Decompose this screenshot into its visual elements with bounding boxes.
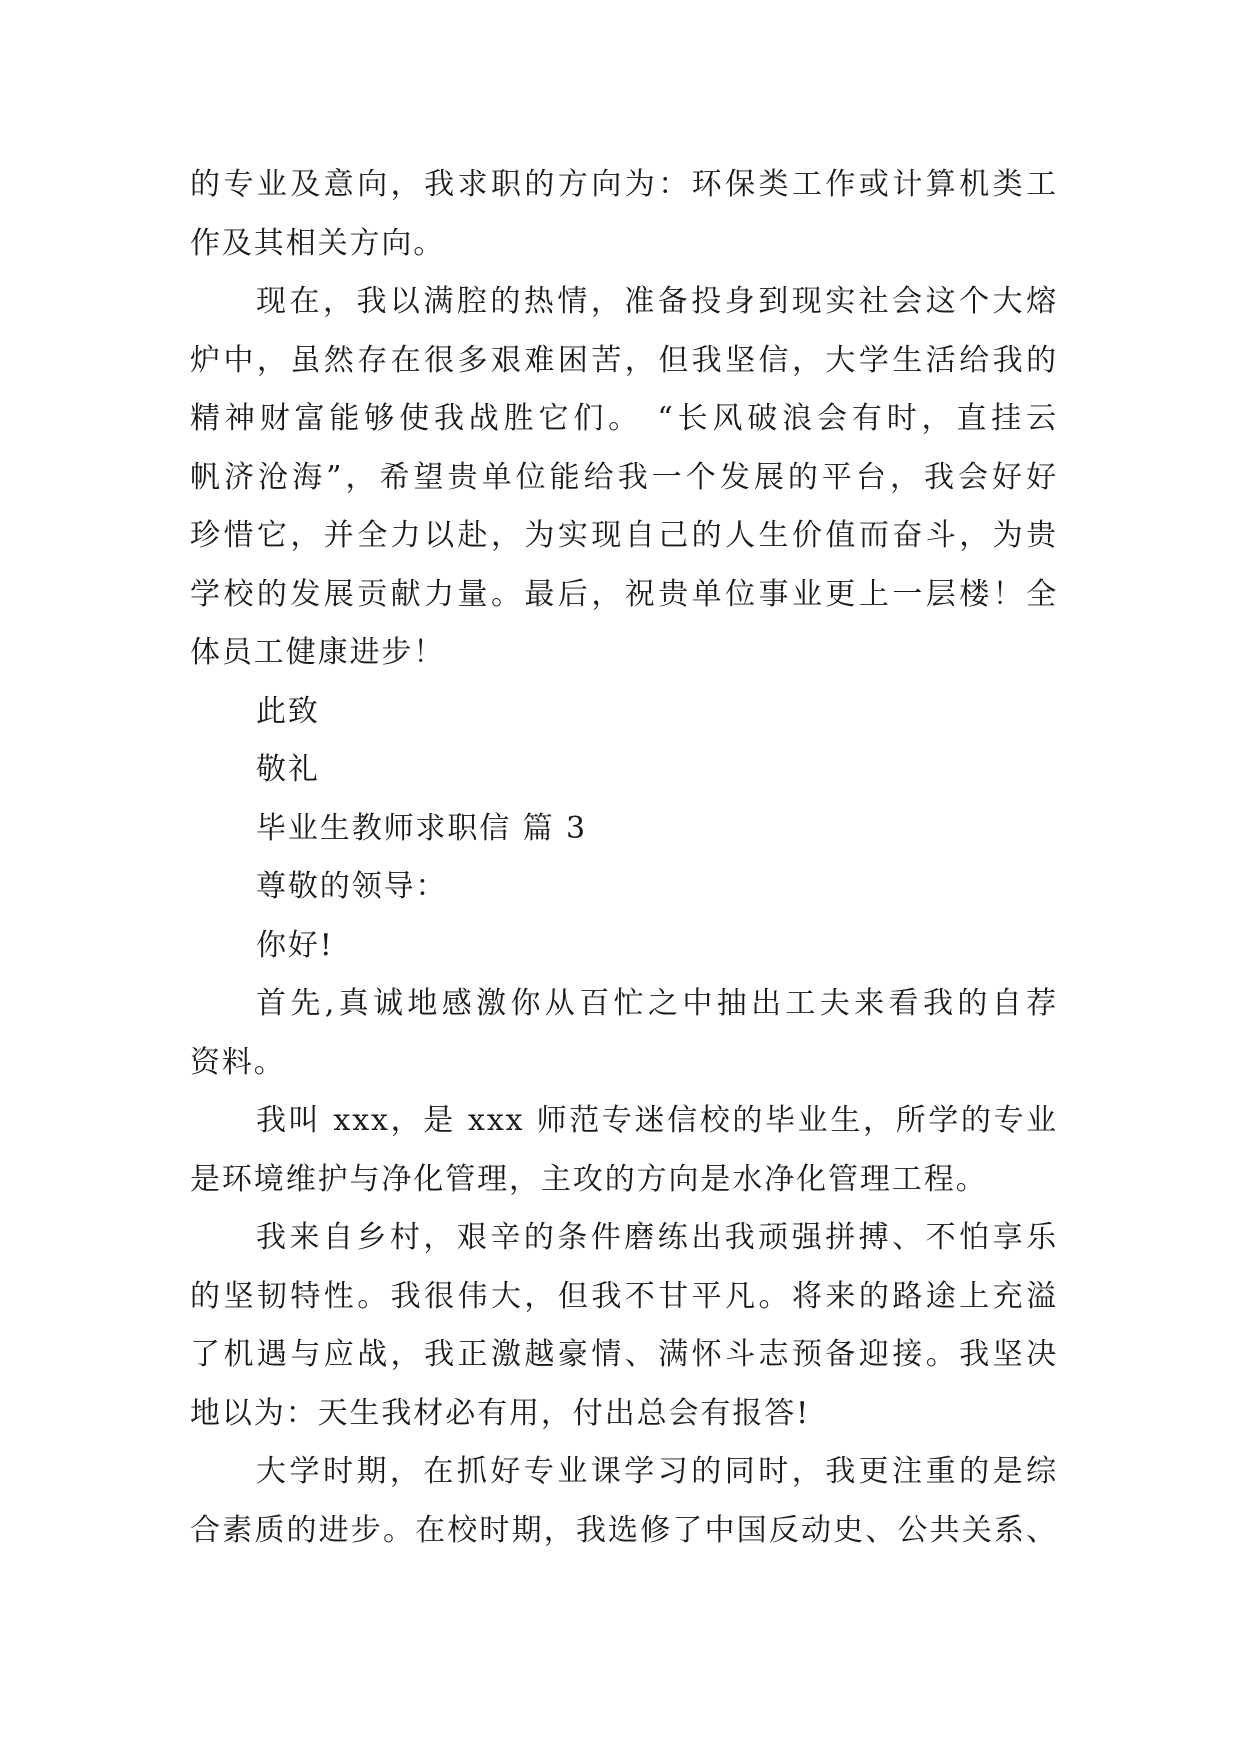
text-line: 大学时期，在抓好专业课学习的同时，我更注重的是综 <box>256 1454 1058 1489</box>
text-line: 敬礼 <box>256 752 320 787</box>
text-line: 炉中，虽然存在很多艰难困苦，但我坚信，大学生活给我的 <box>190 342 1058 378</box>
text-line: 地以为：天生我材必有用，付出总会有报答! <box>190 1395 811 1431</box>
text-line: 是环境维护与净化管理，主攻的方向是水净化管理工程。 <box>190 1161 988 1197</box>
text-line: 了机遇与应战，我正激越豪情、满怀斗志预备迎接。我坚决 <box>190 1337 1058 1372</box>
text-line: 此致 <box>256 693 320 729</box>
text-line: 尊敬的领导： <box>256 869 448 904</box>
text-line: 作及其相关方向。 <box>190 225 446 261</box>
text-line: 你好! <box>256 927 334 963</box>
text-line: 珍惜它，并全力以赴，为实现自己的人生价值而奋斗，为贵 <box>190 518 1058 553</box>
document-body <box>190 156 1058 1560</box>
text-line: 精神财富能够使我战胜它们。 “长风破浪会有时，直挂云 <box>190 401 1058 436</box>
text-line: 我来自乡村，艰辛的条件磨练出我顽强拼搏、不怕享乐 <box>256 1220 1058 1255</box>
text-line: 毕业生教师求职信 篇 3 <box>256 810 587 846</box>
text-line: 合素质的进步。在校时期，我选修了中国反动史、公共关系、 <box>190 1512 1058 1548</box>
text-line: 帆济沧海”，希望贵单位能给我一个发展的平台，我会好好 <box>190 459 1058 495</box>
text-line: 现在，我以满腔的热情，准备投身到现实社会这个大熔 <box>256 284 1058 319</box>
text-line: 的坚韧特性。我很伟大，但我不甘平凡。将来的路途上充溢 <box>190 1278 1058 1314</box>
text-line: 学校的发展贡献力量。最后，祝贵单位事业更上一层楼！全 <box>190 576 1058 612</box>
text-line: 首先,真诚地感激你从百忙之中抽出工夫来看我的自荐 <box>256 986 1058 1021</box>
text-line: 的专业及意向，我求职的方向为：环保类工作或计算机类工 <box>190 167 1058 202</box>
text-line: 我叫 xxx，是 xxx 师范专迷信校的毕业生，所学的专业 <box>256 1103 1058 1138</box>
text-line: 资料。 <box>190 1044 286 1080</box>
text-line: 体员工健康进步！ <box>190 635 446 670</box>
